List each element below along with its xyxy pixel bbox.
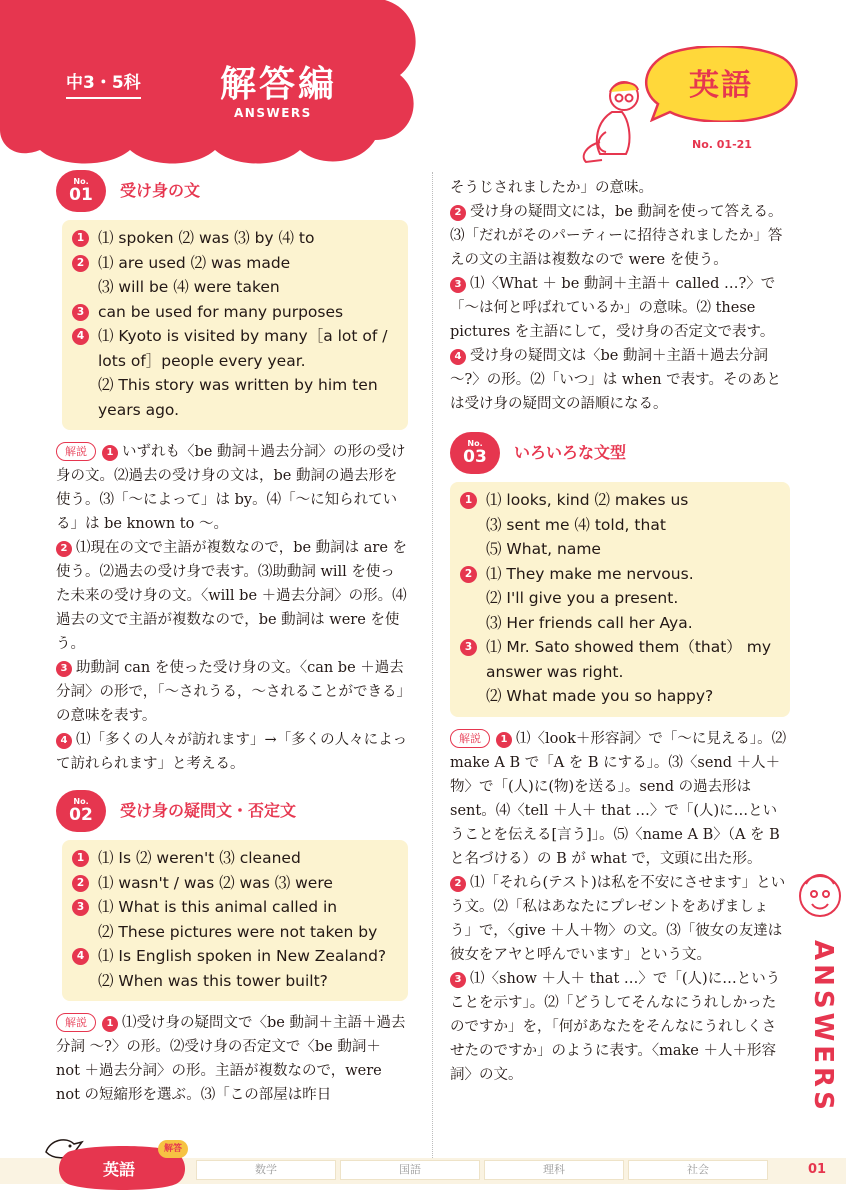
explanation-3: ⑴〈show ＋人＋ that …〉で「(人)に…ということを示す」。⑵「どうしてそんなにうれしかったのですか」を，「何があなたをそんなにうれしくさせたのですか」のように表す。〈make ＋人＋形容詞〉の文。 [450,970,781,1083]
explanation-continued: そうじされましたか」の意味。 2 受け身の疑問文には，be 動詞を使って答える。⑶「だれがそのパーティーに招待されましたか」答えの文の主語は複数なので were を使う。 3 ⑴〈What ＋ be 動詞＋主語＋ called …?〉で「～は何と呼ばれているか」の意味。⑵ these pictures を主語にして，受け身の否定文で表す。 4 受け身の疑問文は〈be 動詞＋主語＋過去分詞～?〉の形。⑵「いつ」は when で表す。そのあとは受け身の疑問文の語順になる。 [450,180,783,412]
answer-1b: ⑶ sent me ⑷ told, that [486,515,666,534]
subject-tabs [196,1160,772,1180]
side-answers-label: ANSWERS [808,940,838,1114]
section-title: 受け身の文 [120,181,201,200]
page-title: 解答編 [220,64,338,105]
answer-1: ⑴ spoken ⑵ was ⑶ by ⑷ to [98,229,315,247]
answer-2: ⑴ wasn't / was ⑵ was ⑶ were [98,873,333,892]
grade-label: 中3・5科 [66,68,141,99]
answer-3: can be used for many purposes [98,302,344,321]
explanation-3: 助動詞 can を使った受け身の文。〈can be ＋過去分詞〉の形で，「～されうる，～されることができる」の意味を表す。 [56,660,404,724]
left-column [56,168,408,1107]
answer-box: 1 ⑴ Is ⑵ weren't ⑶ cleaned 2 ⑴ wasn't / was ⑵ was ⑶ were 3 ⑴ What is this animal called in ⑵ These pictures were not taken by 4 ⑴ Is English spoken in New Zealand? ⑵ When was this tower built? [62,840,408,1001]
answer-2c: ⑶ Her friends call her Aya. [486,613,693,632]
answer-1c: ⑸ What, name [486,540,601,558]
page-title-en: ANSWERS [234,106,312,120]
subject-label: 英語 [689,68,753,103]
section-01-header [56,168,408,214]
kaisetsu-badge: 解説 [450,729,490,748]
answer-2b: ⑶ will be ⑷ were taken [98,278,280,296]
side-mascot-icon [796,866,844,926]
mascot-icon [566,72,662,168]
answer-3a: ⑴ Mr. Sato showed them（that） my answer was right. [486,638,776,681]
answer-box: 1 ⑴ spoken ⑵ was ⑶ by ⑷ to 2 ⑴ are used ⑵ was made ⑶ will be ⑷ were taken 3 can be used for many purposes 4 ⑴ Kyoto is visited by many［a lot of / lots of］people every year. ⑵ This story was written by him ten years ago. [62,220,408,430]
section-number-badge: No. 01 [56,170,106,212]
explanation-2: ⑴現在の文で主語が複数なので，be 動詞は are を使う。⑵過去の受け身で表す。⑶助動詞 will を使った未来の受け身の文。〈will be ＋過去分詞〉の形。⑷過去の文で主語が複数なので，be 動詞は were を使う。 [56,540,408,652]
explanation-4: ⑴「多くの人々が訪れます」→「多くの人々によって訪れられます」と考える。 [56,732,408,772]
answer-4b: ⑵ This story was written by him ten years ago. [98,376,383,419]
explanation-4: 受け身の疑問文は〈be 動詞＋主語＋過去分詞～?〉の形。⑵「いつ」は when で表す。そのあとは受け身の疑問文の語順になる。 [450,348,782,412]
answer-1: ⑴ Is ⑵ weren't ⑶ cleaned [98,849,301,867]
right-column [450,176,790,1087]
answer-2a: ⑴ are used ⑵ was made [98,253,291,272]
column-divider [432,172,433,1172]
explanation-1: ⑴受け身の疑問文で〈be 動詞＋主語＋過去分詞 ～?〉の形。⑵受け身の否定文で〈be 動詞＋ not ＋過去分詞〉の形。主語が複数なので，were not の短縮形を選ぶ。⑶「この部屋は昨日 [56,1015,406,1103]
tab-japanese[interactable]: 国語 [340,1160,480,1180]
section-02-header [56,788,408,834]
explanation-3: ⑴〈What ＋ be 動詞＋主語＋ called …?〉で「～は何と呼ばれているか」の意味。⑵ these pictures を主語にして，受け身の否定文で表す。 [450,276,776,340]
header-cloud [0,0,430,170]
explanation-1: いずれも〈be 動詞＋過去分詞〉の形の受け身の文。⑵過去の受け身の文は，be 動詞の過去形を使う。⑶「～によって」は by。⑷「～に知られている」は be known to ～。 [56,444,406,532]
section-03-header [450,430,790,476]
answer-4b: ⑵ When was this tower built? [98,971,328,990]
explanation-1-cont: そうじされましたか」の意味。 [450,180,653,196]
kaisetsu-badge: 解説 [56,1013,96,1032]
section-number-badge: No. 03 [450,432,500,474]
section-title: いろいろな文型 [514,443,627,462]
answer-2b: ⑵ I'll give you a present. [486,589,679,607]
page-number: 01 [808,1162,827,1177]
answer-1a: ⑴ looks, kind ⑵ makes us [486,491,689,509]
kaisetsu-badge: 解説 [56,442,96,461]
answer-box: 1 ⑴ looks, kind ⑵ makes us ⑶ sent me ⑷ told, that ⑸ What, name 2 ⑴ They make me nervous. ⑵ I'll give you a present. ⑶ Her friends call her Aya. 3 ⑴ Mr. Sato showed them（that） my answer was right. ⑵ What made you so happy? [450,482,790,717]
explanation: 解説 1 いずれも〈be 動詞＋過去分詞〉の形の受け身の文。⑵過去の受け身の文は，be 動詞の過去形を使う。⑶「～によって」は by。⑷「～に知られている」は be known to ～。 2 ⑴現在の文で主語が複数なので，be 動詞は are を使う。⑵過去の受け身で表す。⑶助動詞 will を使った未来の受け身の文。〈will be ＋過去分詞〉の形。⑷過去の文で主語が複数なので，be 動詞は were を使う。 3 助動詞 can を使った受け身の文。〈can be ＋過去分詞〉の形で，「～されうる，～されることができる」の意味を表す。 4 ⑴「多くの人々が訪れます」→「多くの人々によって訪れられます」と考える。 [56,444,408,772]
explanation-2: ⑴「それら(テスト)は私を不安にさせます」という文。⑵「私はあなたにプレゼントをあげましょう」で，〈give ＋人＋物〉の文。⑶「彼女の友達は彼女をアヤと呼んでいます」という文。 [450,874,786,963]
answer-badge: 解答 [158,1140,188,1158]
tab-science[interactable]: 理科 [484,1160,624,1180]
answer-3a: ⑴ What is this animal called in [98,898,338,916]
tab-social[interactable]: 社会 [628,1160,768,1180]
section-title: 受け身の疑問文・否定文 [120,801,297,820]
section-number-badge: No. 02 [56,790,106,832]
answer-3b: ⑵ What made you so happy? [486,687,714,705]
answer-3b: ⑵ These pictures were not taken by [98,922,378,941]
explanation: 解説 1 ⑴〈look＋形容詞〉で「～に見える」。⑵ make A B で「A を B にする」。⑶〈send ＋人＋物〉で「(人)に(物)を送る」。send の過去形は sent。⑷〈tell ＋人＋ that …〉で「(人)に…ということを伝える[言う]」。⑸〈name A B〉（A を B と名づける）の B が what で，文頭に出た形。 2 ⑴「それら(テスト)は私を不安にさせます」という文。⑵「私はあなたにプレゼントをあげましょう」で，〈give ＋人＋物〉の文。⑶「彼女の友達は彼女をアヤと呼んでいます」という文。 3 ⑴〈show ＋人＋ that …〉で「(人)に…ということを示す」。⑵「どうしてそんなにうれしかったのですか」を，「何があなたをそんなにうれしくさせたのですか」のように表す。〈make ＋人＋形容詞〉の文。 [450,730,787,1083]
tab-math[interactable]: 数学 [196,1160,336,1180]
range-label: No. 01-21 [692,138,752,151]
answer-2a: ⑴ They make me nervous. [486,564,694,583]
explanation-2: 受け身の疑問文には，be 動詞を使って答える。⑶「だれがそのパーティーに招待されましたか」答えの文の主語は複数なので were を使う。 [450,204,783,268]
explanation-1: ⑴〈look＋形容詞〉で「～に見える」。⑵ make A B で「A を B にする」。⑶〈send ＋人＋物〉で「(人)に(物)を送る」。send の過去形は sent。⑷〈tell ＋人＋ that …〉で「(人)に…ということを伝える[言う]」。⑸〈name A B〉（A を B と名づける）の B が what で，文頭に出た形。 [450,730,787,867]
answer-4a: ⑴ Kyoto is visited by many［a lot of / lots of］people every year. [98,327,393,370]
answer-4a: ⑴ Is English spoken in New Zealand? [98,947,387,965]
explanation: 解説 1 ⑴受け身の疑問文で〈be 動詞＋主語＋過去分詞 ～?〉の形。⑵受け身の否定文で〈be 動詞＋ not ＋過去分詞〉の形。主語が複数なので，were not の短縮形を選ぶ。⑶「この部屋は昨日 [56,1015,406,1103]
active-subject-label[interactable]: 英語 [102,1160,135,1179]
